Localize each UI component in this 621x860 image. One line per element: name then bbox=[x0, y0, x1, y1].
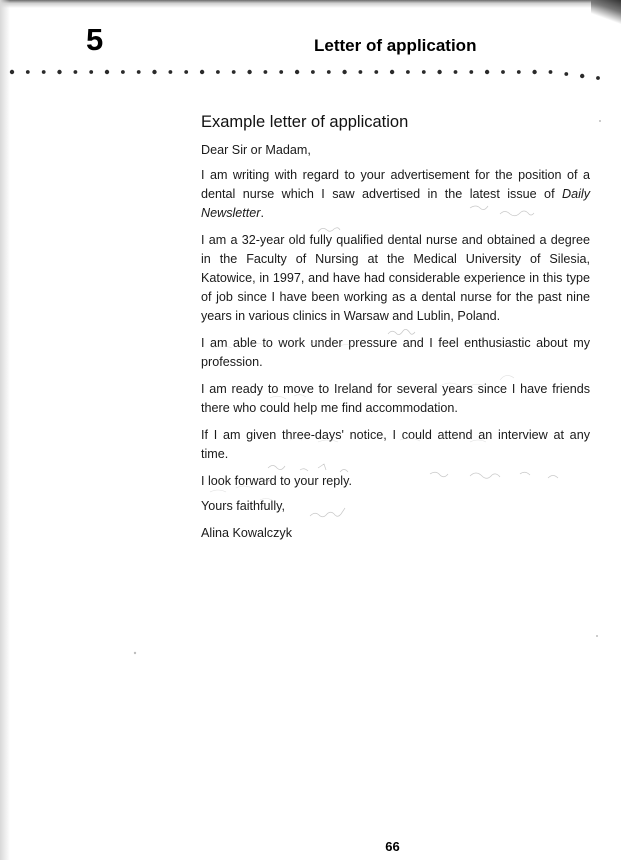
letter-paragraph: I look forward to your reply. bbox=[201, 474, 352, 488]
paragraph-end: . bbox=[260, 206, 264, 220]
letter-paragraph: I am a 32-year old fully qualified dental nurse and obtained a degree in the Faculty of Nursing at the Medical University of Silesia, Katowice, in 1997, and have had considerable experience in this type of job since I have been working as a dental nurse for the past nine years in various clinics in Warsaw and Lublin, Poland. bbox=[201, 233, 590, 323]
chapter-number: 5 bbox=[86, 22, 104, 57]
letter-heading: Example letter of application bbox=[201, 113, 409, 131]
letter-paragraph: If I am given three-days' notice, I could attend an interview at any time. bbox=[201, 428, 590, 461]
page-number: 66 bbox=[385, 839, 400, 854]
letter-paragraph: I am able to work under pressure and I feel enthusiastic about my profession. bbox=[201, 336, 590, 369]
newspaper-name: Daily Newsletter bbox=[201, 187, 590, 220]
letter-paragraph: I am ready to move to Ireland for several years since I have friends there who could help me find accommodation. bbox=[201, 382, 590, 415]
letter-salutation: Dear Sir or Madam, bbox=[201, 143, 311, 157]
letter-signature: Alina Kowalczyk bbox=[201, 526, 292, 540]
chapter-title: Letter of application bbox=[314, 36, 477, 55]
letter-closing: Yours faithfully, bbox=[201, 499, 286, 513]
paragraph-text: I am writing with regard to your advertisement for the position of a dental nurse which I saw advertised in the latest issue of bbox=[201, 168, 590, 201]
